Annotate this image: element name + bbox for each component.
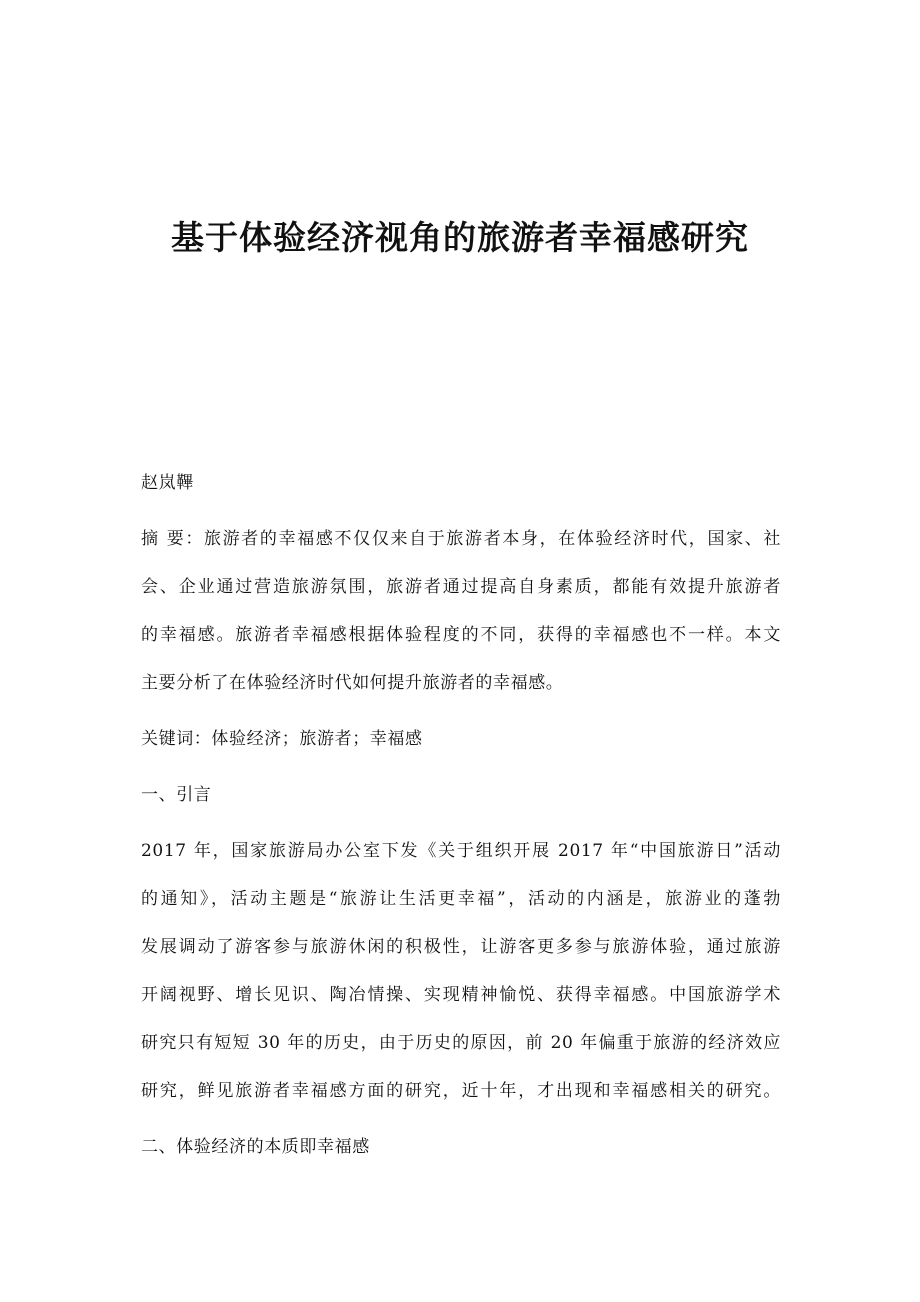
abstract-line-1: 摘 要：旅游者的幸福感不仅仅来自于旅游者本身，在体验经济时代，国家、社 xyxy=(141,529,781,549)
author-name: 赵岚鞸 xyxy=(141,473,194,493)
intro-line-3: 发展调动了游客参与旅游休闲的积极性，让游客更多参与旅游体验，通过旅游 xyxy=(141,937,781,957)
intro-line-1: 2017 年，国家旅游局办公室下发《关于组织开展 2017 年“中国旅游日”活动 xyxy=(141,841,781,861)
abstract-line-3: 的幸福感。旅游者幸福感根据体验程度的不同，获得的幸福感也不一样。本文 xyxy=(141,625,781,645)
abstract-line-4: 主要分析了在体验经济时代如何提升旅游者的幸福感。 xyxy=(141,673,564,693)
intro-line-2: 的通知》，活动主题是“旅游让生活更幸福”，活动的内涵是，旅游业的蓬勃 xyxy=(141,889,781,909)
section-heading-introduction: 一、引言 xyxy=(141,785,212,805)
abstract-line-2: 会、企业通过营造旅游氛围，旅游者通过提高自身素质，都能有效提升旅游者 xyxy=(141,577,781,597)
section-heading-experience-economy: 二、体验经济的本质即幸福感 xyxy=(141,1137,370,1157)
intro-line-4: 开阔视野、增长见识、陶冶情操、实现精神愉悦、获得幸福感。中国旅游学术 xyxy=(141,985,781,1005)
intro-line-5: 研究只有短短 30 年的历史，由于历史的原因，前 20 年偏重于旅游的经济效应 xyxy=(141,1033,781,1053)
document-title: 基于体验经济视角的旅游者幸福感研究 xyxy=(171,218,749,257)
intro-line-6: 研究，鲜见旅游者幸福感方面的研究，近十年，才出现和幸福感相关的研究。 xyxy=(141,1081,781,1101)
keywords: 关键词：体验经济；旅游者；幸福感 xyxy=(141,729,423,749)
